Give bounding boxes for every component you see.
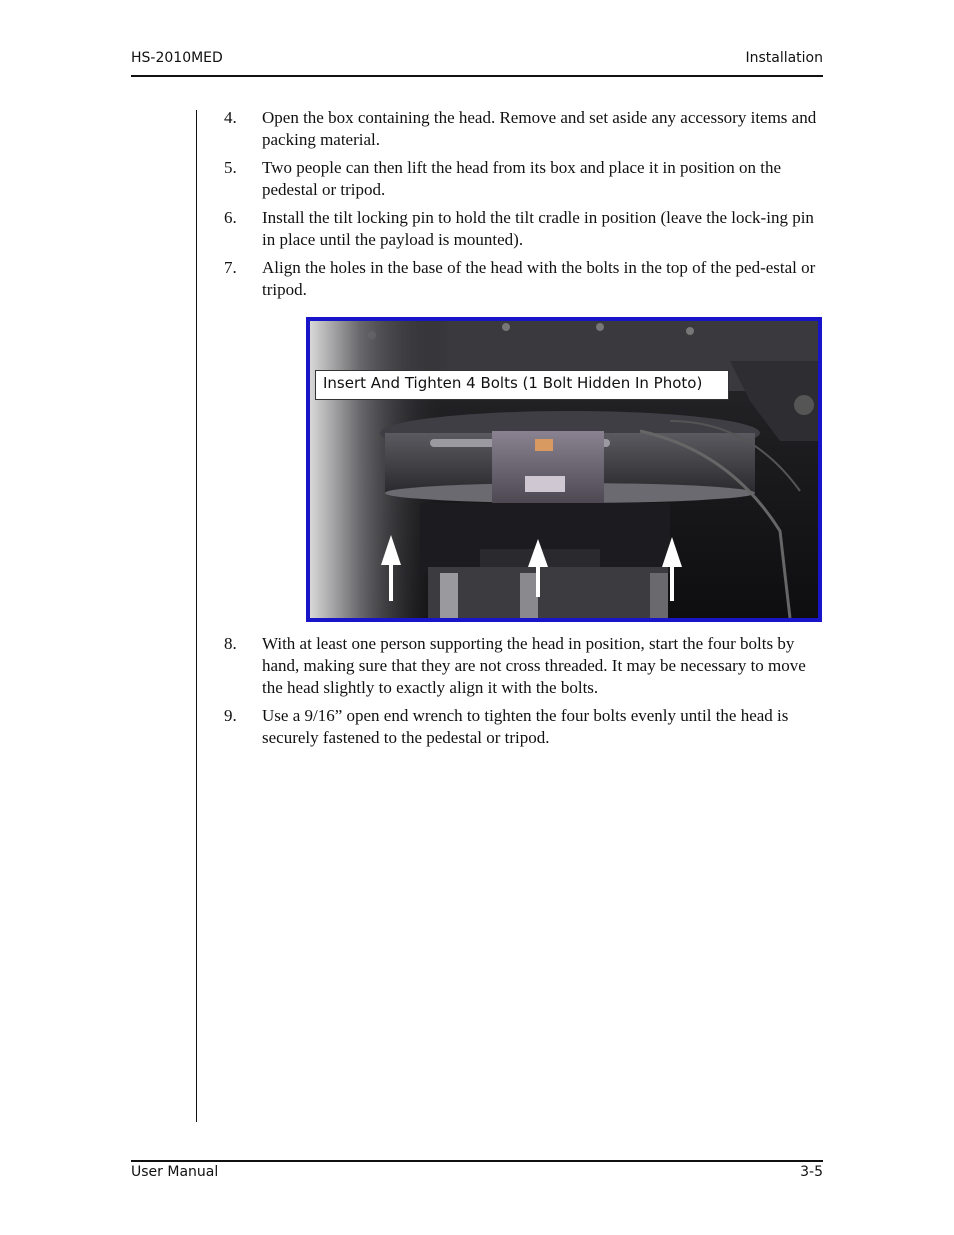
step-item [224,207,822,251]
page-header [131,50,823,77]
step-item [224,633,822,699]
margin-rule [196,110,197,1122]
step-number: 5. [224,158,237,177]
page-number: 3-5 [800,1164,823,1180]
step-text: Open the box containing the head. Remove and set aside any accessory items and packing material. [262,108,817,149]
step-number: 9. [224,706,237,725]
steps-lower [224,633,822,755]
installation-photo [306,317,822,622]
footer-document-name: User Manual [131,1164,219,1180]
step-number: 6. [224,208,237,227]
step-text: With at least one person supporting the head in position, start the four bolts by hand, making sure that they are not cross threaded. It may be necessary to move the head slightly to exactly align it with the bolts. [262,634,806,697]
step-item [224,257,822,301]
step-number: 7. [224,258,237,277]
step-text: Two people can then lift the head from its box and place it in position on the pedestal or tripod. [262,158,782,199]
step-number: 4. [224,108,237,127]
step-text: Install the tilt locking pin to hold the tilt cradle in position (leave the lock-ing pin in place until the payload is mounted). [262,208,814,249]
header-section-name: Installation [745,50,823,66]
step-item [224,705,822,749]
header-product-name: HS-2010MED [131,50,223,66]
step-text: Align the holes in the base of the head with the bolts in the top of the ped-estal or tripod. [262,258,816,299]
step-item [224,157,822,201]
step-text: Use a 9/16” open end wrench to tighten the four bolts evenly until the head is securely fastened to the pedestal or tripod. [262,706,789,747]
page-footer [131,1160,823,1180]
step-item [224,107,822,151]
steps-upper [224,107,822,307]
step-number: 8. [224,634,237,653]
photo-illustration [310,321,818,618]
figure-caption: Insert And Tighten 4 Bolts (1 Bolt Hidden In Photo) [315,370,729,400]
